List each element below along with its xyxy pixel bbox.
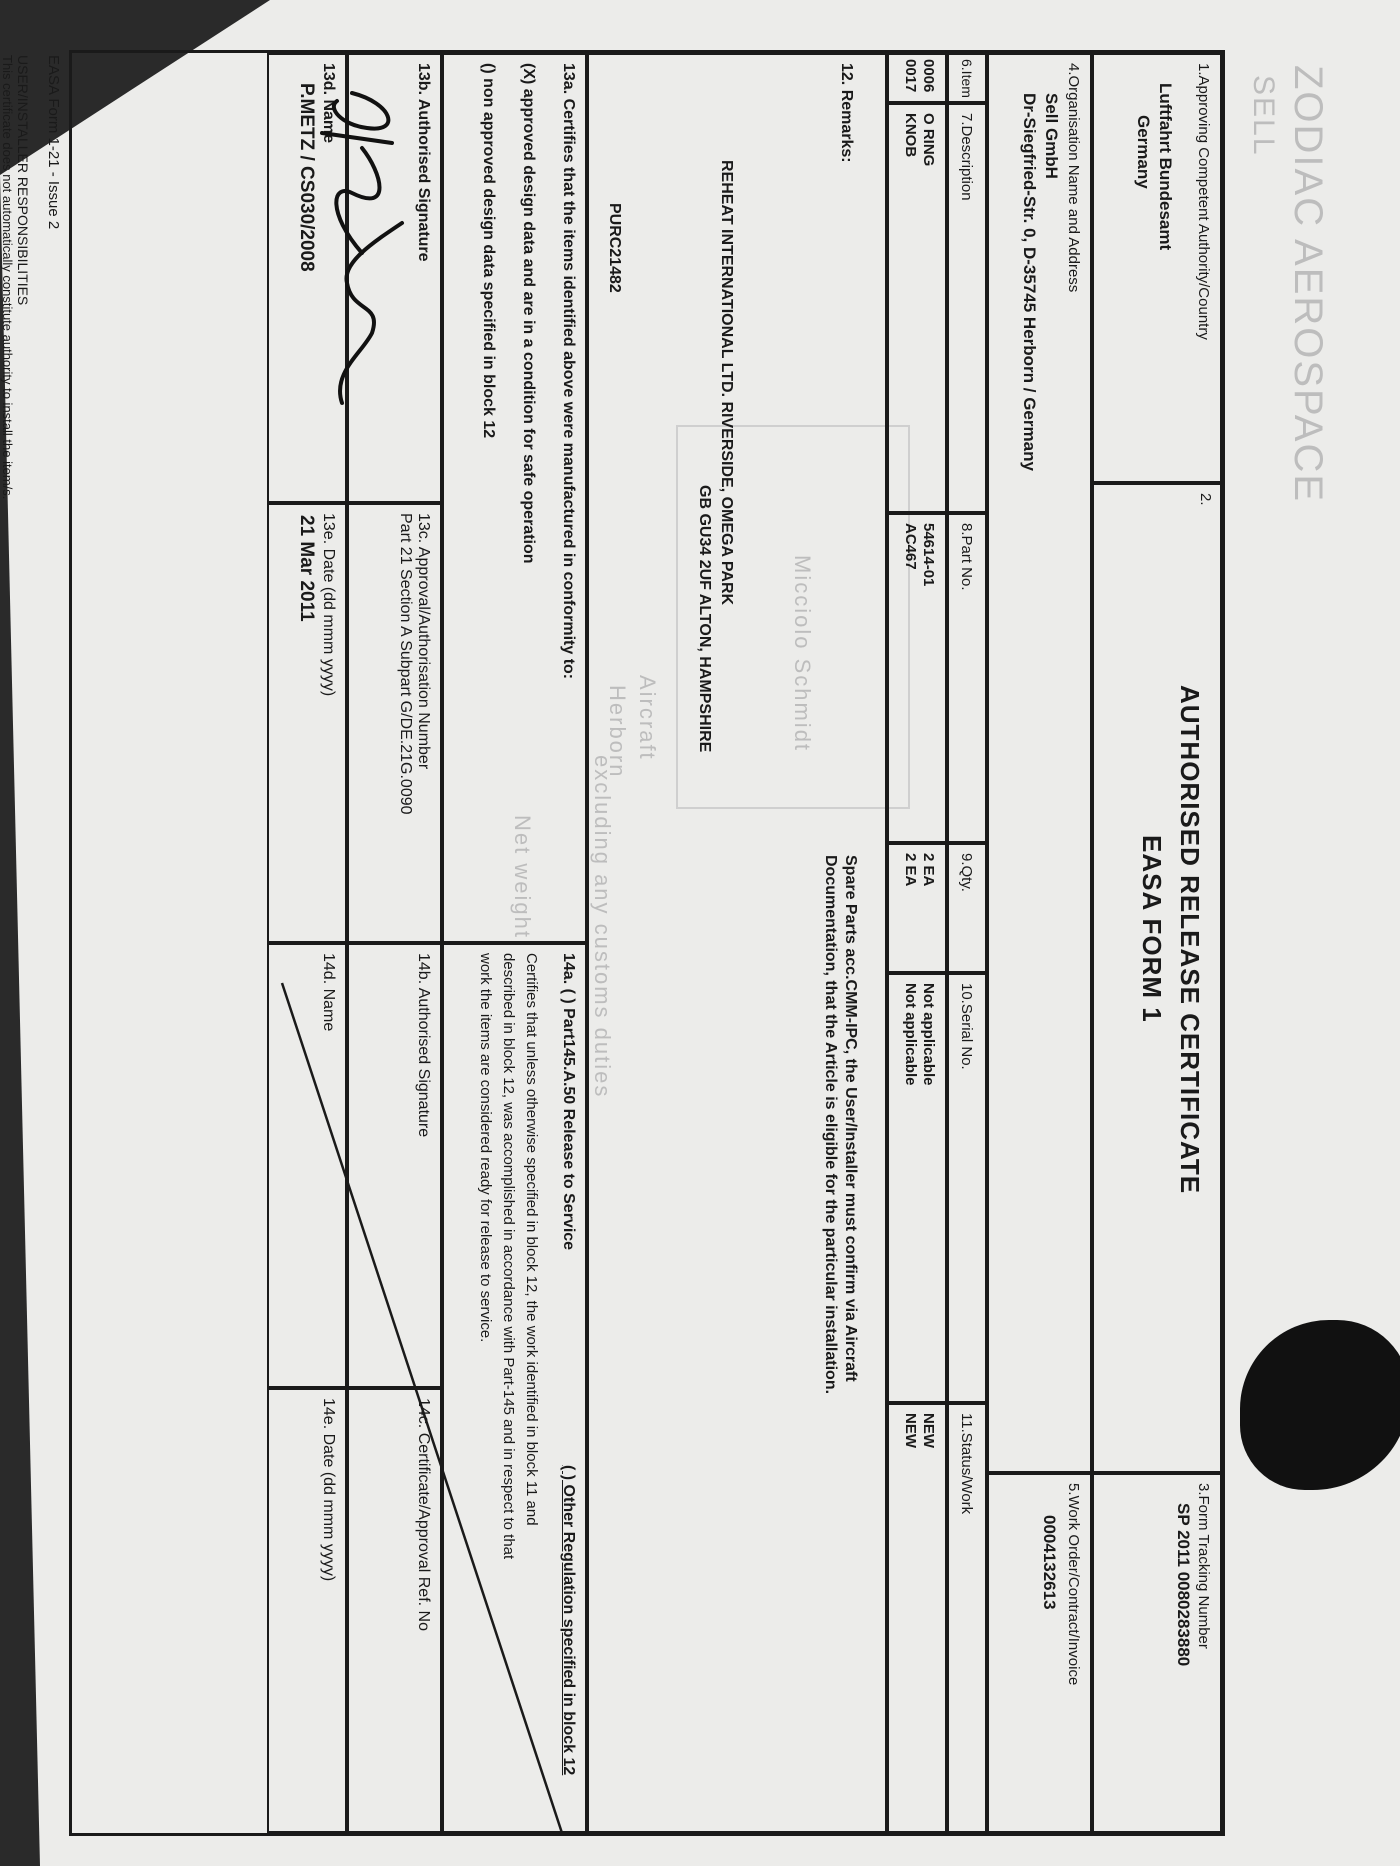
block-5-label: 5.Work Order/Contract/Invoice bbox=[1065, 1483, 1082, 1686]
organisation-address: Dr-Siegfried-Str. 0, D-35745 Herborn / Germany bbox=[1020, 93, 1039, 471]
bleed-text: Net weight bbox=[510, 815, 535, 939]
remarks-line: Spare Parts acc.CMM-IPC, the User/Installer must confirm via Aircraft bbox=[842, 855, 859, 1382]
remarks-address: GB GU34 2UF ALTON, HAMPSHIRE bbox=[696, 485, 713, 753]
row-serial-no: Not applicable bbox=[902, 983, 919, 1086]
remarks-line: Documentation, that the Article is eligible for the particular installation. bbox=[822, 855, 839, 1395]
col-item: 6.Item bbox=[947, 53, 987, 103]
block-14e-label: 14e. Date (dd mmm yyyy) bbox=[320, 1398, 337, 1582]
work-order-number: 0004132613 bbox=[1040, 1515, 1059, 1610]
block-13d-label: 13d. Name bbox=[320, 63, 337, 144]
non-approved-design-option: () non approved design data specified in block 12 bbox=[480, 63, 497, 439]
organisation-name: Sell GmbH bbox=[1042, 93, 1061, 179]
block-13b-label: 13b. Authorised Signature bbox=[415, 63, 432, 262]
authority-name: Luftfahrt Bundesamt bbox=[1156, 83, 1175, 251]
row-part-no: AC467 bbox=[902, 523, 919, 570]
bleed-text: excluding any customs duties bbox=[590, 755, 615, 1099]
bleed-text: Micciolo Schmidt bbox=[790, 555, 815, 753]
row-status: NEW bbox=[902, 1413, 919, 1448]
block-13e-label: 13e. Date (dd mmm yyyy) bbox=[320, 513, 337, 697]
responsibilities-text: This certificate does not automatically constitute authority to install the item/s. bbox=[0, 55, 15, 500]
remarks-label: 12. Remarks: bbox=[838, 63, 855, 163]
block-14a-text: work the items are considered ready for release to service. bbox=[477, 953, 494, 1343]
remarks-address: REHEAT INTERNATIONAL LTD. RIVERSIDE, OMEGA PARK bbox=[718, 160, 735, 606]
row-description: KNOB bbox=[902, 113, 919, 158]
row-qty: 2 EA bbox=[920, 853, 937, 887]
block-14d-label: 14d. Name bbox=[320, 953, 337, 1032]
form-identifier: EASA Form 1-21 - Issue 2 bbox=[45, 55, 62, 230]
bleed-logo: ZODIAC AEROSPACE bbox=[1286, 65, 1330, 504]
col-status-work: 11.Status/Work bbox=[947, 1403, 987, 1833]
handwritten-signature bbox=[302, 73, 422, 493]
block-3-label: 3.Form Tracking Number bbox=[1195, 1483, 1212, 1649]
form-title: AUTHORISED RELEASE CERTIFICATE bbox=[1175, 685, 1205, 1195]
col-part-no: 8.Part No. bbox=[947, 513, 987, 843]
row-qty: 2 EA bbox=[902, 853, 919, 887]
responsibilities-title: USER/INSTALLER RESPONSIBILITIES bbox=[15, 55, 31, 306]
signatory-name: P.METZ / CS030/2008 bbox=[296, 83, 317, 272]
block-14c-label: 14c. Certificate/Approval Ref. No bbox=[415, 1398, 432, 1631]
bleed-text: SELL bbox=[1247, 75, 1280, 157]
authority-country: Germany bbox=[1134, 115, 1153, 189]
certificate-date: 21 Mar 2011 bbox=[296, 515, 317, 622]
tracking-number: SP 2011 0080283880 bbox=[1174, 1503, 1193, 1667]
block-14a-label: 14a. ( ) Part145.A.50 Release to Service bbox=[560, 953, 577, 1251]
block-13c-label: 13c. Approval/Authorisation Number bbox=[415, 513, 432, 770]
row-item: 0017 bbox=[902, 59, 919, 93]
block-14a-text: Certifies that unless otherwise specified in block 12, the work identified in block 11 and bbox=[523, 953, 540, 1526]
form-frame bbox=[69, 50, 1225, 1836]
row-item: 0006 bbox=[920, 59, 937, 93]
bleed-text: Aircraft bbox=[635, 675, 660, 761]
approval-number: Part 21 Section A Subpart G/DE.21G.0090 bbox=[397, 513, 414, 815]
purchase-reference: PURC21482 bbox=[606, 203, 623, 293]
col-description: 7.Description bbox=[947, 103, 987, 513]
block-13a-label: 13a. Certifies that the items identified above were manufactured in conformity to: bbox=[560, 63, 577, 680]
block-14a-text: described in block 12, was accomplished in accordance with Part-145 and in respect to that bbox=[500, 953, 517, 1560]
row-status: NEW bbox=[920, 1413, 937, 1448]
block-2-label: 2. bbox=[1197, 493, 1214, 506]
col-qty: 9.Qty. bbox=[947, 843, 987, 973]
form-subtitle: EASA FORM 1 bbox=[1137, 835, 1167, 1023]
other-regulation-option: ( ) Other Regulation specified in block 12 bbox=[560, 1465, 577, 1776]
approved-design-option: (X) approved design data and are in a condition for safe operation bbox=[520, 63, 537, 564]
block-1-label: 1.Approving Competent Authority/Country bbox=[1195, 63, 1212, 340]
row-description: O RING bbox=[920, 113, 937, 167]
block-14b-label: 14b. Authorised Signature bbox=[415, 953, 432, 1138]
row-serial-no: Not applicable bbox=[920, 983, 937, 1086]
col-serial-no: 10.Serial No. bbox=[947, 973, 987, 1403]
block-4-label: 4.Organisation Name and Address bbox=[1065, 63, 1082, 293]
bleed-text: Herborn bbox=[605, 685, 630, 779]
row-part-no: 54614-01 bbox=[920, 523, 937, 587]
strike-through-line bbox=[72, 53, 1222, 1833]
